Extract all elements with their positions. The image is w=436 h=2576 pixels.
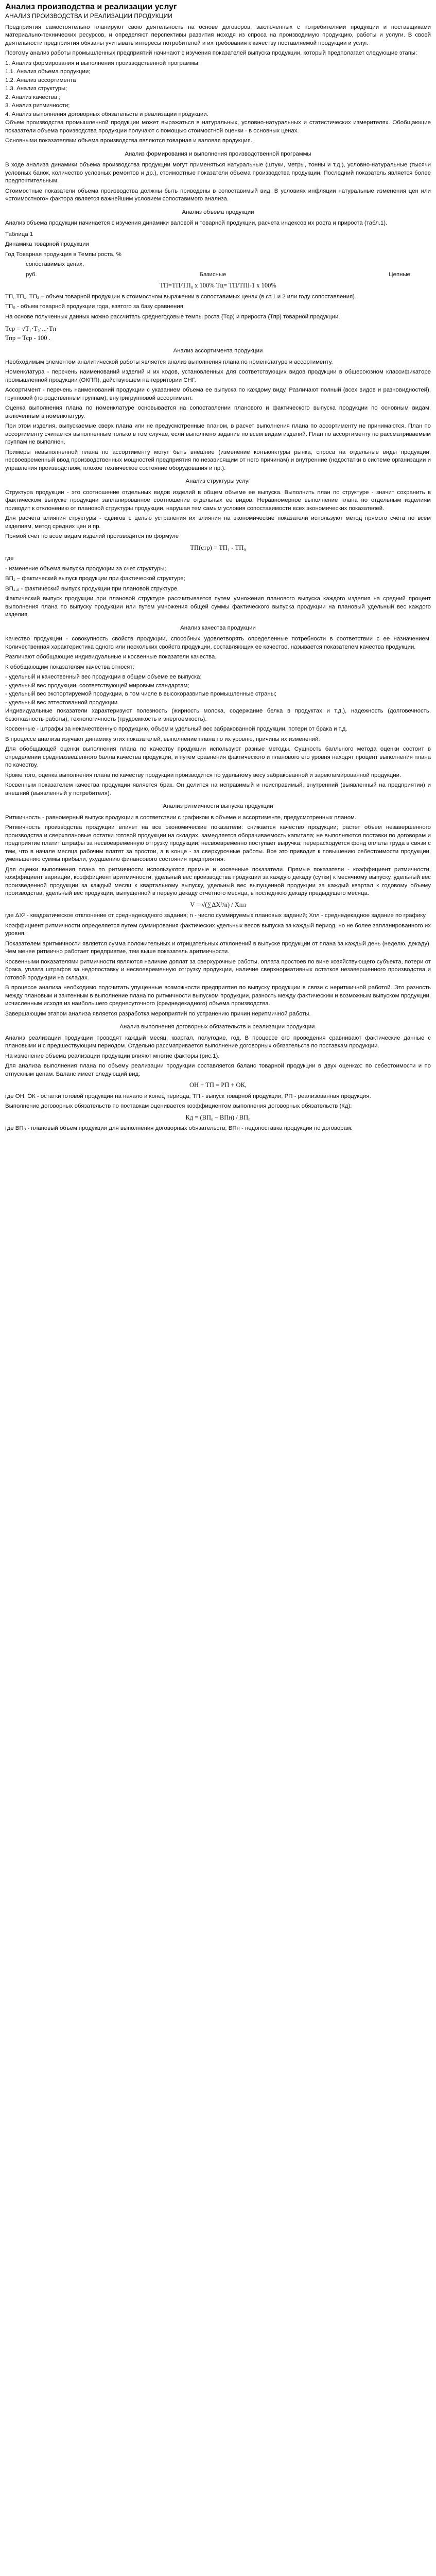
rhythm-paragraph-9: Завершающим этапом анализа является разработка мероприятий по устранению причин неритмичной работы.: [5, 1010, 311, 1017]
assortment-paragraph-2: Номенклатура - перечень наименований изделий и их кодов, установленных для соответствующих видов продукции в общесоюзном классификаторе промышленной продукции (ОКПП), действующем на территории СНГ.: [5, 369, 431, 383]
structure-paragraph-2: Для расчета влияния структуры - сдвигов с целью устранения их влияния на экономические показатели используют метод прямого счета по всем изделиям, метод средних цен и пр.: [5, 515, 431, 530]
section-heading-structure: Анализ структуры услуг: [185, 478, 251, 484]
structure-paragraph-1: Структура продукции - это соотношение отдельных видов изделий в общем объеме ее выпуска. Выполнить план по структуре - значит сохранить в фактическом выпуске продукции запланированное соотношение отдельных ее видов. Неравномерное выполнение плана по отдельным изделиям приводит к отклонению от плановой структуры продукции, нарушая тем самым условия сопоставимости всех экономических показателей.: [5, 489, 431, 512]
quality-paragraph-9: Косвенным показателем качества продукции является брак. Он делится на исправимый и неисправимый, внутренний (выявленный на предприятии) и внешний (выявленный у потребителя).: [5, 782, 431, 796]
rhythm-paragraph-2: Ритмичность производства продукции влияет на все экономические показатели: снижается качество продукции; растет объем незавершенного производства и сверхплановые остатки готовой продукции на складах, замедляется оборачиваемость капитала; не выполняются поставки по договорам и предприятие платит штрафы за несвоевременную отгрузку продукции; несвоевременно поступает выручка; перерасходуется фонд оплаты труда в связи с тем, что в начале месяца рабочим платят за простои, а в конце - за сверхурочные работы. Все это приводит к повышению себестоимости продукции, уменьшению суммы прибыли, ухудшению финансового состояния предприятия.: [5, 824, 431, 862]
formula-structure: ТП(стр) = ТП₁ - ТП₀: [190, 544, 246, 551]
formula-balance: ОН + ТП = РП + ОК,: [189, 1081, 247, 1089]
table-col-chain: Цепные: [389, 271, 410, 278]
structure-legend-1: - изменение объема выпуска продукции за счет структуры;: [5, 565, 166, 572]
assortment-paragraph-6: Примеры невыполненной плана по ассортименту могут быть внешние (изменение конъюнктуры рынка, спроса на отдельные виды продукции, несвоевременный ввод производственных мощностей предприятия по независящим от него причинам) и внутренние (недостатки в системе организации и управления производством, плохое техническое состояние оборудования и пр.).: [5, 449, 431, 471]
page-subtitle: АНАЛИЗ ПРОИЗВОДСТВА И РЕАЛИЗАЦИИ ПРОДУКЦИИ: [5, 12, 172, 20]
quality-paragraph-5: Косвенные - штрафы за некачественную продукцию, объем и удельный вес забракованной продукции, потери от брака и т.д.: [5, 726, 347, 732]
formula-variation: V = √(∑ΔX²/n) / Xпл: [190, 901, 246, 908]
rhythm-paragraph-7: Косвенными показателями ритмичности являются наличие доплат за сверхурочные работы, оплата простоев по вине хозяйствующего субъекта, потери от брака, уплата штрафов за недопоставку и несвоевременную отгрузку продукции, наличие сверхнормативных остатков незавершенного производства и готовой продукции на складах.: [5, 958, 431, 981]
contracts-paragraph-2: На изменение объема реализации продукции влияют многие факторы (рис.1).: [5, 1053, 220, 1059]
volume-paragraph-3: ТП₀ - объем товарной продукции года, взятого за базу сравнения.: [5, 303, 185, 310]
intro-paragraph-2: Поэтому анализ работы промышленных предприятий начинают с изучения показателей выпуска продукции, который предполагает следующие этапы:: [5, 50, 417, 56]
section-heading-volume: Анализ объема продукции: [182, 209, 254, 215]
list-item: - удельный и качественный вес продукции в общем объеме ее выпуска;: [5, 674, 202, 680]
rhythm-paragraph-1: Ритмичность - равномерный выпуск продукции в соответствии с графиком в объеме и ассортименте, предусмотренных планом.: [5, 814, 357, 821]
structure-paragraph-3: Прямой счет по всем видам изделий производится по формуле: [5, 533, 179, 539]
volume-paragraph-4: На основе полученных данных можно рассчитать среднегодовые темпы роста (Тср) и прироста (Тпр) товарной продукции.: [5, 313, 340, 320]
section-heading-assortment: Анализ ассортимента продукции: [173, 348, 263, 354]
formula-average-growth: Тср = √Т₁·Т₂·...·Тn: [5, 325, 56, 332]
contracts-paragraph-1: Анализ реализации продукции проводят каждый месяц, квартал, полугодие, год. В процессе его проведения сравнивают фактические данные с плановыми и с предшествующим периодом. Отдельно рассматривается выполнение договорных обязательств по поставкам продукции.: [5, 1035, 431, 1049]
rhythm-paragraph-8: В процессе анализа необходимо подсчитать упущенные возможности предприятия по выпуску продукции в связи с неритмичной работой. Это разность между плановым и зачтенным в выполнение плана по ритмичности выпуском продукции, разность между фактическим и возможным выпуском продукции, исчисленным исходя из наибольшего среднесуточного (среднедекадного) объема производства.: [5, 985, 431, 1007]
formula-growth: ТП=ТП/ТП₀ х 100% Тц= ТП/ТПi-1 х 100%: [160, 282, 276, 289]
rhythm-paragraph-5: Коэффициент ритмичности определяется путем суммирования фактических удельных весов выпуска за каждый период, но не более запланированного их уровня.: [5, 922, 431, 937]
article: [0, 0, 436, 1166]
list-item: 2. Анализ качества ;: [5, 94, 61, 100]
page-title: Анализ производства и реализации услуг: [5, 3, 177, 11]
section-heading-rhythm: Анализ ритмичности выпуска продукции: [163, 803, 273, 809]
table-rate-line: Год Товарная продукция в Темпы роста, %: [5, 251, 121, 258]
rhythm-paragraph-6: Показателем аритмичности является сумма положительных и отрицательных отклонений в выпуске продукции от плана за каждый день (неделю, декаду). Чем менее ритмично работает предприятие, тем выше показатель аритмичности.: [5, 940, 431, 955]
structure-paragraph-4: Фактический выпуск продукции при плановой структуре рассчитывается путем умножения планового выпуска каждого изделия на средний процент выполнения плана по выпуску продукции или путем умножения общей суммы фактического выпуска продукции на плановый удельный вес каждого изделия.: [5, 596, 431, 618]
quality-paragraph-8: Кроме того, оценка выполнения плана по качеству продукции производится по удельному весу забракованной и зарекламированной продукции.: [5, 772, 402, 778]
table-label: Таблица 1: [5, 231, 33, 238]
contracts-paragraph-4: где ОН, ОК - остатки готовой продукции на начало и конец периода; ТП - выпуск товарной продукции; РП - реализованная продукция.: [5, 1093, 371, 1099]
list-item: 1. Анализ формирования и выполнения производственной программы;: [5, 60, 200, 66]
assortment-paragraph-1: Необходимым элементом аналитической работы является анализ выполнения плана по номенклатуре и ассортименту.: [5, 359, 333, 365]
list-item: 4. Анализ выполнения договорных обязательств и реализации продукции.: [5, 111, 208, 117]
quality-paragraph-7: Для обобщающей оценки выполнения плана по качеству продукции используют разные методы. Сущность балльного метода оценки состоит в определении средневзвешенного балла качества продукции, и путем сравнения фактического и планового его уровня находят процент выполнения плана по качеству.: [5, 746, 431, 768]
list-item: - удельный вес продукции, соответствующей мировым стандартам;: [5, 682, 189, 689]
table-columns: [5, 271, 431, 279]
formula-average-increase: Тпр = Тср - 100 .: [5, 334, 50, 342]
contracts-paragraph-5: Выполнение договорных обязательств по поставкам оценивается коэффициентом выполнения договорных обязательств (Кд):: [5, 1103, 352, 1109]
quality-list: [5, 673, 431, 707]
list-item: - удельный вес аттестованной продукции.: [5, 699, 119, 706]
structure-legend-3: ВП₁,₀ - фактический выпуск продукции при плановой структуре.: [5, 585, 179, 592]
table-unit: руб.: [26, 271, 37, 278]
quality-paragraph-1: Качество продукции - совокупность свойств продукции, способных удовлетворять определенные потребности в соответствии с ее назначением. Количественная характеристика одного или нескольких свойств продукции, составляющих ее качество, называется показателем качества продукции.: [5, 636, 431, 650]
quality-paragraph-6: В процессе анализа изучают динамику этих показателей, выполнение плана по их уровню, причины их изменений.: [5, 736, 320, 742]
intro-paragraph-4: Основными показателями объема производства являются товарная и валовая продукция.: [5, 138, 252, 144]
structure-legend-2: ВП₁ – фактический выпуск продукции при фактической структуре;: [5, 575, 185, 582]
rhythm-paragraph-3: Для оценки выполнения плана по ритмичности используются прямые и косвенные показатели. Прямые показатели - коэффициент ритмичности, коэффициент вариации, коэффициент аритмичности, удельный вес производства продукции за каждую декаду (сутки) к месячному выпуску, удельный вес произведенной продукции за каждый месяц к квартальному выпуску, удельный вес выпущенной продукции за каждый квартал к годовому объему производства, удельный вес продукции, выпущенной в первую декаду отчетного месяца, в последнюю декаду предыдущего месяца.: [5, 866, 431, 896]
contracts-paragraph-3: Для анализа выполнения плана по объему реализации продукции составляется баланс товарной продукции в двух оценках: по себестоимости и по отпускным ценам. Баланс имеет следующий вид:: [5, 1063, 431, 1077]
assortment-paragraph-5: При этом изделия, выпускаемые сверх плана или не предусмотренные планом, в расчет выполнения плана по ассортименту не принимаются. План по ассортименту считается выполненным только в том случае, если выполнено задание по всем видам изделий. План по ассортименту по рассматриваемым группам не выполнен.: [5, 423, 431, 445]
table-col-base: Базисные: [199, 271, 226, 278]
stages-list: [5, 60, 431, 119]
assortment-paragraph-4: Оценка выполнения плана по номенклатуре основывается на сопоставлении планового и фактического выпуска продукции по основным видам, включенным в номенклатуру.: [5, 405, 431, 419]
formation-paragraph-2: Стоимостные показатели объема производства должны быть приведены в сопоставимый вид. В условиях инфляции натуральные изменения цен или «стоимостного» фактора является важнейшим условием сопоставимого анализа.: [5, 188, 431, 202]
intro-paragraph-1: Предприятия самостоятельно планируют свою деятельность на основе договоров, заключенных с потребителями продукции и поставщиками материально-технических ресурсов, и определяют перспективы развития исходя из спроса на производимую продукцию, работы и услуги. В своей деятельности предприятия обязаны учитывать интересы потребителей и их требования к качеству поставляемой продукции и услуг.: [5, 24, 431, 46]
table-title: Динамика товарной продукции: [5, 241, 89, 247]
quality-paragraph-3: К обобщающим показателям качества относят:: [5, 664, 134, 670]
structure-legend-lead: где: [5, 555, 14, 562]
section-heading-formation: Анализ формирования и выполнения производственной программы: [125, 150, 311, 157]
quality-paragraph-2: Различают обобщающие индивидуальные и косвенные показатели качества.: [5, 654, 217, 660]
volume-paragraph-2: ТП, ТП₁, ТП₂ – объем товарной продукции в стоимостном выражении в сопоставимых ценах (в ст.1 и 2 или году сопоставления).: [5, 293, 357, 300]
assortment-paragraph-3: Ассортимент - перечень наименований продукции с указанием объема ее выпуска по каждому виду. Различают полный (всех видов и разновидностей), групповой (по родственным группам), внутригрупповой ассортимент.: [5, 387, 431, 401]
list-item: 1.2. Анализ ассортимента: [5, 77, 76, 83]
list-item: 1.3. Анализ структуры;: [5, 86, 67, 92]
formula-contract-coefficient: Кд = (ВП₀ – ВПн) / ВП₀: [185, 1113, 251, 1121]
section-heading-contracts: Анализ выполнения договорных обязательств и реализации продукции.: [119, 1024, 317, 1030]
formation-paragraph-1: В ходе анализа динамики объема производства продукции могут применяться натуральные (штуки, метры, тонны и т.д.), условно-натуральные (тысячи условных банок, количество условных ремонтов и др.), стоимостные показатели объема производства продукции. Последний показатель является более предпочтительным.: [5, 162, 431, 184]
section-heading-quality: Анализ качества продукции: [180, 624, 256, 631]
list-item: 1.1. Анализ объема продукции;: [5, 69, 91, 75]
list-item: - удельный вес экспортируемой продукции, в том числе в высокоразвитые промышленные страны;: [5, 691, 277, 697]
volume-paragraph-1: Анализ объема продукции начинается с изучения динамики валовой и товарной продукции, расчета индексов их роста и прироста (табл.1).: [5, 220, 388, 226]
contracts-paragraph-6: где ВП₀ - плановый объем продукции для выполнения договорных обязательств; ВПн - недопоставка продукции по договорам.: [5, 1125, 353, 1131]
intro-paragraph-3: Объем производства промышленной продукции может выражаться в натуральных, условно-натуральных и статистических измерителях. Обобщающие показатели объема производства продукции получают с помощью стоимостной оценки - в основных ценах.: [5, 120, 431, 134]
quality-paragraph-4: Индивидуальные показатели характеризуют полезность (жирность молока, содержание белка в продуктах и т.д.), надежность (долговечность, безотказность работы), технологичность (трудоемкость и энергоемкость).: [5, 708, 431, 722]
list-item: 3. Анализ ритмичности;: [5, 103, 70, 109]
table-rate-line-2: сопоставимых ценах,: [26, 261, 84, 267]
rhythm-paragraph-4: где ΔX² - квадратическое отклонение от среднедекадного задания; n - число суммируемых плановых заданий; Xпл - среднедекадное задание по графику.: [5, 912, 427, 919]
